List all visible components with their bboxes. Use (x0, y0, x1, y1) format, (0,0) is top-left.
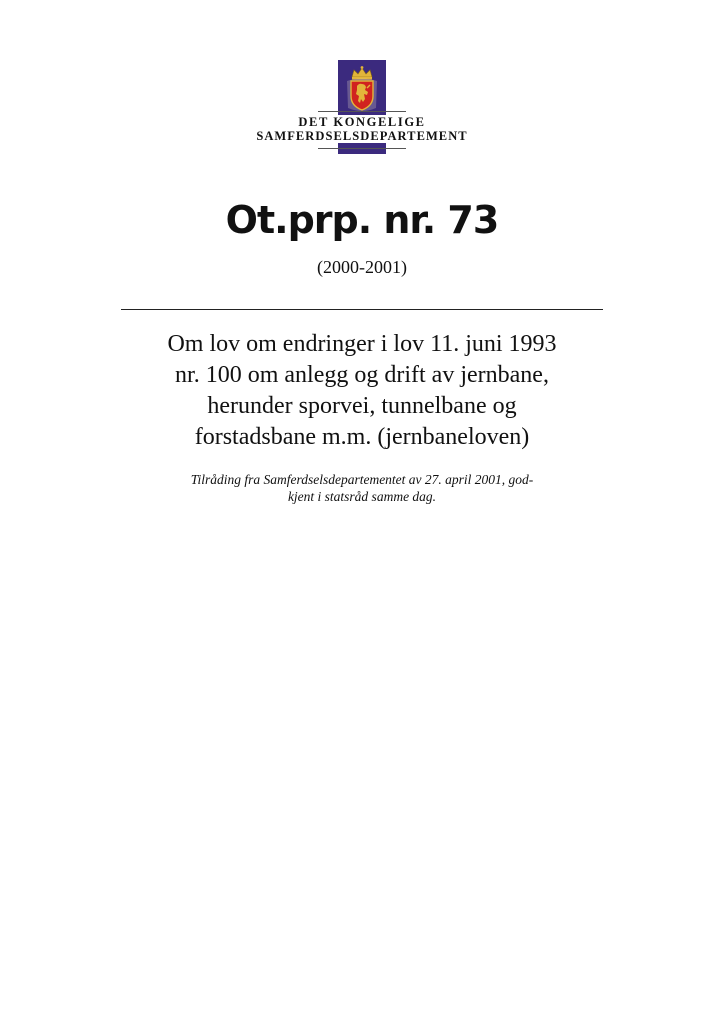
norwegian-coat-of-arms-icon (343, 64, 381, 114)
department-rule-bottom (318, 148, 406, 149)
note-line: kjent i statsråd samme dag. (287, 489, 437, 504)
document-subject (121, 329, 603, 453)
document-title: Ot.prp. nr. 73 (225, 198, 499, 242)
subject-line: Om lov om endringer i lov 11. juni 1993 (167, 331, 557, 357)
note-line: Tilråding fra Samferdselsdepartementet av 27. april 2001, god- (190, 472, 534, 487)
session-years: (2000-2001) (317, 257, 407, 277)
department-rule-top (318, 111, 406, 112)
subject-line: herunder sporvei, tunnelbane og (207, 393, 517, 419)
department-name-line2: SAMFERDSELSDEPARTEMENT (0, 129, 724, 144)
subject-line: nr. 100 om anlegg og drift av jernbane, (175, 362, 549, 388)
subject-line: forstadsbane m.m. (jernbaneloven) (194, 424, 530, 450)
approval-note (121, 471, 603, 505)
department-name-line1: DET KONGELIGE (0, 115, 724, 130)
title-divider (121, 309, 603, 310)
department-logo (0, 60, 724, 156)
